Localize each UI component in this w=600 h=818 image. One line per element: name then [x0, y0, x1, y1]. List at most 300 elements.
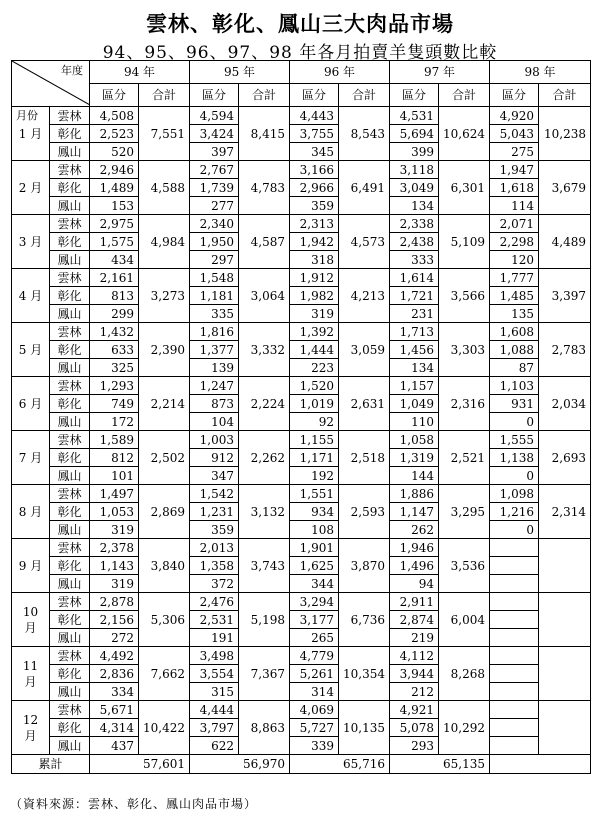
table-row: [12, 467, 591, 485]
market-label: 鳳山: [50, 737, 90, 755]
month-total: 4,587: [239, 215, 290, 269]
table-row: [12, 251, 591, 269]
region-value: 4,443: [290, 107, 339, 125]
table-row: [12, 737, 591, 755]
table-row: [12, 305, 591, 323]
region-value: 1,713: [390, 323, 439, 341]
region-value: [490, 665, 539, 683]
market-label: 鳳山: [50, 629, 90, 647]
region-value: 4,594: [190, 107, 239, 125]
region-value: 434: [90, 251, 139, 269]
region-value: 5,261: [290, 665, 339, 683]
region-value: 94: [390, 575, 439, 593]
month-total: 4,783: [239, 161, 290, 215]
region-value: 319: [90, 521, 139, 539]
month-total: 4,588: [139, 161, 190, 215]
region-value: 1,003: [190, 431, 239, 449]
table-row: [12, 143, 591, 161]
market-label: 雲林: [50, 323, 90, 341]
region-value: 319: [290, 305, 339, 323]
table-row: [12, 719, 591, 737]
month-label: 5 月: [12, 323, 50, 377]
month-total: 4,573: [339, 215, 390, 269]
market-label: 彰化: [50, 611, 90, 629]
region-value: 1,551: [290, 485, 339, 503]
table-row: [12, 431, 591, 449]
region-value: 223: [290, 359, 339, 377]
market-label: 鳳山: [50, 521, 90, 539]
market-label: 雲林: [50, 377, 90, 395]
region-value: 3,554: [190, 665, 239, 683]
region-value: [490, 611, 539, 629]
region-value: 1,181: [190, 287, 239, 305]
cumulative-value: [490, 755, 591, 774]
region-value: [490, 593, 539, 611]
region-value: 4,069: [290, 701, 339, 719]
region-value: 325: [90, 359, 139, 377]
month-total: 8,863: [239, 701, 290, 755]
region-value: 3,498: [190, 647, 239, 665]
table-title: 雲林、彰化、鳳山三大肉品市場: [146, 12, 454, 36]
cumulative-value: 65,135: [390, 755, 490, 774]
region-value: 2,966: [290, 179, 339, 197]
region-value: 2,531: [190, 611, 239, 629]
table-row: [12, 593, 591, 611]
region-value: 359: [290, 197, 339, 215]
region-value: 172: [90, 413, 139, 431]
region-value: 1,942: [290, 233, 339, 251]
month-total: 4,213: [339, 269, 390, 323]
region-value: 1,319: [390, 449, 439, 467]
region-value: 1,377: [190, 341, 239, 359]
table-row: [12, 647, 591, 665]
market-label: 彰化: [50, 503, 90, 521]
year-header: 98 年: [490, 61, 591, 84]
region-value: 1,946: [390, 539, 439, 557]
market-label: 鳳山: [50, 305, 90, 323]
region-value: 2,878: [90, 593, 139, 611]
region-value: 3,755: [290, 125, 339, 143]
region-value: 2,874: [390, 611, 439, 629]
market-label: 彰化: [50, 287, 90, 305]
cumulative-value: 56,970: [190, 755, 290, 774]
region-value: 3,424: [190, 125, 239, 143]
month-total: 2,521: [439, 431, 490, 485]
region-value: 359: [190, 521, 239, 539]
auction-table: [11, 60, 591, 774]
month-total: 2,224: [239, 377, 290, 431]
cumulative-value: 57,601: [90, 755, 190, 774]
region-value: 3,049: [390, 179, 439, 197]
market-label: 鳳山: [50, 251, 90, 269]
region-value: 1,143: [90, 557, 139, 575]
table-row: [12, 521, 591, 539]
month-total: 3,679: [539, 161, 591, 215]
month-total: 2,034: [539, 377, 591, 431]
region-value: 1,608: [490, 323, 539, 341]
region-value: 1,816: [190, 323, 239, 341]
market-label: 鳳山: [50, 359, 90, 377]
region-value: 1,618: [490, 179, 539, 197]
year-header: 94 年: [90, 61, 190, 84]
region-value: 3,944: [390, 665, 439, 683]
month-total: 6,004: [439, 593, 490, 647]
region-value: 92: [290, 413, 339, 431]
region-value: 231: [390, 305, 439, 323]
market-label: 彰化: [50, 341, 90, 359]
table-row: [12, 161, 591, 179]
month-total: [539, 539, 591, 593]
region-value: 293: [390, 737, 439, 755]
month-total: 2,693: [539, 431, 591, 485]
market-label: 鳳山: [50, 683, 90, 701]
table-row: [12, 215, 591, 233]
region-value: 1,777: [490, 269, 539, 287]
region-value: 4,531: [390, 107, 439, 125]
month-total: 2,390: [139, 323, 190, 377]
region-value: 347: [190, 467, 239, 485]
region-value: [490, 719, 539, 737]
month-label: 4 月: [12, 269, 50, 323]
month-total: 2,262: [239, 431, 290, 485]
region-value: 1,019: [290, 395, 339, 413]
month-total: 5,109: [439, 215, 490, 269]
month-total: 2,631: [339, 377, 390, 431]
total-column-header: 合計: [439, 84, 490, 107]
region-value: 1,358: [190, 557, 239, 575]
region-value: 1,231: [190, 503, 239, 521]
market-label: 雲林: [50, 431, 90, 449]
region-value: 1,614: [390, 269, 439, 287]
region-value: 1,739: [190, 179, 239, 197]
region-value: 1,912: [290, 269, 339, 287]
region-value: 749: [90, 395, 139, 413]
region-column-header: 區分: [490, 84, 539, 107]
month-total: 2,214: [139, 377, 190, 431]
month-total: [539, 647, 591, 701]
region-value: 934: [290, 503, 339, 521]
region-value: 339: [290, 737, 339, 755]
region-value: 2,911: [390, 593, 439, 611]
market-label: 雲林: [50, 215, 90, 233]
region-value: 1,432: [90, 323, 139, 341]
month-total: 6,491: [339, 161, 390, 215]
region-value: 297: [190, 251, 239, 269]
month-label: 6 月: [12, 377, 50, 431]
region-value: 1,049: [390, 395, 439, 413]
month-label: 12 月: [12, 701, 50, 755]
month-total: 2,518: [339, 431, 390, 485]
market-label: 彰化: [50, 449, 90, 467]
month-total: 4,984: [139, 215, 190, 269]
region-value: 2,975: [90, 215, 139, 233]
total-column-header: 合計: [239, 84, 290, 107]
region-value: 4,492: [90, 647, 139, 665]
month-label: 8 月: [12, 485, 50, 539]
region-value: 191: [190, 629, 239, 647]
region-value: 2,313: [290, 215, 339, 233]
month-label: 10 月: [12, 593, 50, 647]
month-label: 7 月: [12, 431, 50, 485]
month-total: 7,367: [239, 647, 290, 701]
table-row: [12, 539, 591, 557]
market-label: 鳳山: [50, 143, 90, 161]
region-value: 2,161: [90, 269, 139, 287]
region-value: 1,548: [190, 269, 239, 287]
region-value: 0: [490, 467, 539, 485]
year-header: 97 年: [390, 61, 490, 84]
region-value: 3,294: [290, 593, 339, 611]
market-label: 鳳山: [50, 467, 90, 485]
table-row: [12, 179, 591, 197]
region-value: 2,071: [490, 215, 539, 233]
region-value: 272: [90, 629, 139, 647]
region-value: 120: [490, 251, 539, 269]
month-total: 3,536: [439, 539, 490, 593]
month-total: 3,332: [239, 323, 290, 377]
table-row: [12, 683, 591, 701]
region-value: 2,836: [90, 665, 139, 683]
region-value: 1,216: [490, 503, 539, 521]
month-total: 3,303: [439, 323, 490, 377]
region-value: 0: [490, 521, 539, 539]
month-label: 2 月: [12, 161, 50, 215]
region-value: 319: [90, 575, 139, 593]
region-value: 277: [190, 197, 239, 215]
region-value: 1,542: [190, 485, 239, 503]
region-value: 2,476: [190, 593, 239, 611]
region-value: 1,721: [390, 287, 439, 305]
total-column-header: 合計: [539, 84, 591, 107]
region-value: 4,314: [90, 719, 139, 737]
region-value: 2,767: [190, 161, 239, 179]
month-total: 3,566: [439, 269, 490, 323]
region-value: 1,053: [90, 503, 139, 521]
region-value: [490, 683, 539, 701]
region-column-header: 區分: [390, 84, 439, 107]
region-value: 1,147: [390, 503, 439, 521]
table-row: [12, 125, 591, 143]
region-value: 334: [90, 683, 139, 701]
month-total: 2,314: [539, 485, 591, 539]
table-row: [12, 629, 591, 647]
region-value: 1,103: [490, 377, 539, 395]
month-total: 10,135: [339, 701, 390, 755]
market-label: 彰化: [50, 179, 90, 197]
table-row: [12, 107, 591, 125]
market-label: 彰化: [50, 719, 90, 737]
total-column-header: 合計: [339, 84, 390, 107]
market-label: 鳳山: [50, 575, 90, 593]
market-label: 鳳山: [50, 413, 90, 431]
region-value: 262: [390, 521, 439, 539]
month-total: 3,273: [139, 269, 190, 323]
month-total: 8,415: [239, 107, 290, 161]
region-value: 633: [90, 341, 139, 359]
month-total: 7,662: [139, 647, 190, 701]
region-value: 5,078: [390, 719, 439, 737]
market-label: 彰化: [50, 125, 90, 143]
region-value: 1,496: [390, 557, 439, 575]
market-label: 鳳山: [50, 197, 90, 215]
region-value: 333: [390, 251, 439, 269]
region-value: 265: [290, 629, 339, 647]
region-value: 1,088: [490, 341, 539, 359]
month-total: 2,869: [139, 485, 190, 539]
table-row: [12, 503, 591, 521]
table-row: [12, 701, 591, 719]
region-value: 1,138: [490, 449, 539, 467]
region-value: 1,625: [290, 557, 339, 575]
region-value: 2,946: [90, 161, 139, 179]
region-value: 397: [190, 143, 239, 161]
region-value: 1,247: [190, 377, 239, 395]
region-value: 134: [390, 359, 439, 377]
month-total: 5,198: [239, 593, 290, 647]
table-body: [12, 107, 591, 774]
region-value: 2,298: [490, 233, 539, 251]
region-value: 2,156: [90, 611, 139, 629]
month-total: 3,840: [139, 539, 190, 593]
region-value: 108: [290, 521, 339, 539]
region-value: [490, 575, 539, 593]
market-label: 雲林: [50, 647, 90, 665]
month-total: 3,743: [239, 539, 290, 593]
region-value: 3,118: [390, 161, 439, 179]
region-column-header: 區分: [90, 84, 139, 107]
month-total: 3,059: [339, 323, 390, 377]
cumulative-value: 65,716: [290, 755, 390, 774]
region-value: 3,166: [290, 161, 339, 179]
month-total: 8,268: [439, 647, 490, 701]
region-value: 2,340: [190, 215, 239, 233]
region-column-header: 區分: [290, 84, 339, 107]
region-value: 372: [190, 575, 239, 593]
region-value: 437: [90, 737, 139, 755]
region-value: 1,058: [390, 431, 439, 449]
table-row: [12, 341, 591, 359]
region-value: 873: [190, 395, 239, 413]
region-value: 1,171: [290, 449, 339, 467]
corner-year-label: 年度: [61, 64, 83, 77]
region-value: 344: [290, 575, 339, 593]
region-value: 5,727: [290, 719, 339, 737]
region-value: 1,982: [290, 287, 339, 305]
total-column-header: 合計: [139, 84, 190, 107]
region-value: 110: [390, 413, 439, 431]
region-value: 144: [390, 467, 439, 485]
table-row: [12, 323, 591, 341]
region-value: 931: [490, 395, 539, 413]
market-label: 雲林: [50, 539, 90, 557]
region-value: 315: [190, 683, 239, 701]
market-label: 雲林: [50, 269, 90, 287]
corner-month-label: 月份: [16, 109, 38, 122]
year-header-row: [12, 61, 591, 84]
month-label: 3 月: [12, 215, 50, 269]
region-value: 5,671: [90, 701, 139, 719]
market-label: 雲林: [50, 593, 90, 611]
source-note: （資料來源：雲林、彰化、鳳山肉品市場）: [10, 797, 258, 811]
region-value: 1,098: [490, 485, 539, 503]
region-value: 3,797: [190, 719, 239, 737]
month-total: 6,301: [439, 161, 490, 215]
region-value: 1,489: [90, 179, 139, 197]
region-value: 2,523: [90, 125, 139, 143]
region-value: 275: [490, 143, 539, 161]
region-value: 299: [90, 305, 139, 323]
region-value: 520: [90, 143, 139, 161]
region-value: 1,886: [390, 485, 439, 503]
market-label: 彰化: [50, 395, 90, 413]
region-value: 219: [390, 629, 439, 647]
month-total: 6,736: [339, 593, 390, 647]
region-value: [490, 647, 539, 665]
region-value: [490, 539, 539, 557]
month-total: 2,502: [139, 431, 190, 485]
region-value: 3,177: [290, 611, 339, 629]
month-total: 3,132: [239, 485, 290, 539]
region-value: 1,950: [190, 233, 239, 251]
table-row: [12, 413, 591, 431]
region-value: 134: [390, 197, 439, 215]
month-total: 10,354: [339, 647, 390, 701]
region-value: [490, 701, 539, 719]
market-label: 雲林: [50, 701, 90, 719]
month-total: 7,551: [139, 107, 190, 161]
region-value: 139: [190, 359, 239, 377]
table-row: [12, 359, 591, 377]
table-row: [12, 485, 591, 503]
market-label: 彰化: [50, 557, 90, 575]
region-value: 1,157: [390, 377, 439, 395]
market-label: 雲林: [50, 107, 90, 125]
table-row: [12, 287, 591, 305]
region-value: 318: [290, 251, 339, 269]
region-value: 1,444: [290, 341, 339, 359]
month-total: 2,783: [539, 323, 591, 377]
table-row: [12, 611, 591, 629]
region-value: 2,438: [390, 233, 439, 251]
month-total: 2,593: [339, 485, 390, 539]
region-value: 153: [90, 197, 139, 215]
month-total: 10,292: [439, 701, 490, 755]
region-value: 4,444: [190, 701, 239, 719]
region-value: 4,921: [390, 701, 439, 719]
region-value: 335: [190, 305, 239, 323]
region-value: 4,920: [490, 107, 539, 125]
region-value: 1,575: [90, 233, 139, 251]
region-value: 622: [190, 737, 239, 755]
table-row: [12, 395, 591, 413]
region-value: 101: [90, 467, 139, 485]
market-label: 雲林: [50, 485, 90, 503]
month-total: [539, 593, 591, 647]
month-total: 10,624: [439, 107, 490, 161]
region-value: 104: [190, 413, 239, 431]
month-total: 5,306: [139, 593, 190, 647]
region-value: 5,694: [390, 125, 439, 143]
month-total: 4,489: [539, 215, 591, 269]
region-value: 192: [290, 467, 339, 485]
region-value: 1,555: [490, 431, 539, 449]
month-total: 10,238: [539, 107, 591, 161]
region-value: 2,338: [390, 215, 439, 233]
region-value: 4,112: [390, 647, 439, 665]
table-subtitle: 94、95、96、97、98 年各月拍賣羊隻頭數比較: [102, 43, 498, 63]
table-row: [12, 233, 591, 251]
region-value: 0: [490, 413, 539, 431]
